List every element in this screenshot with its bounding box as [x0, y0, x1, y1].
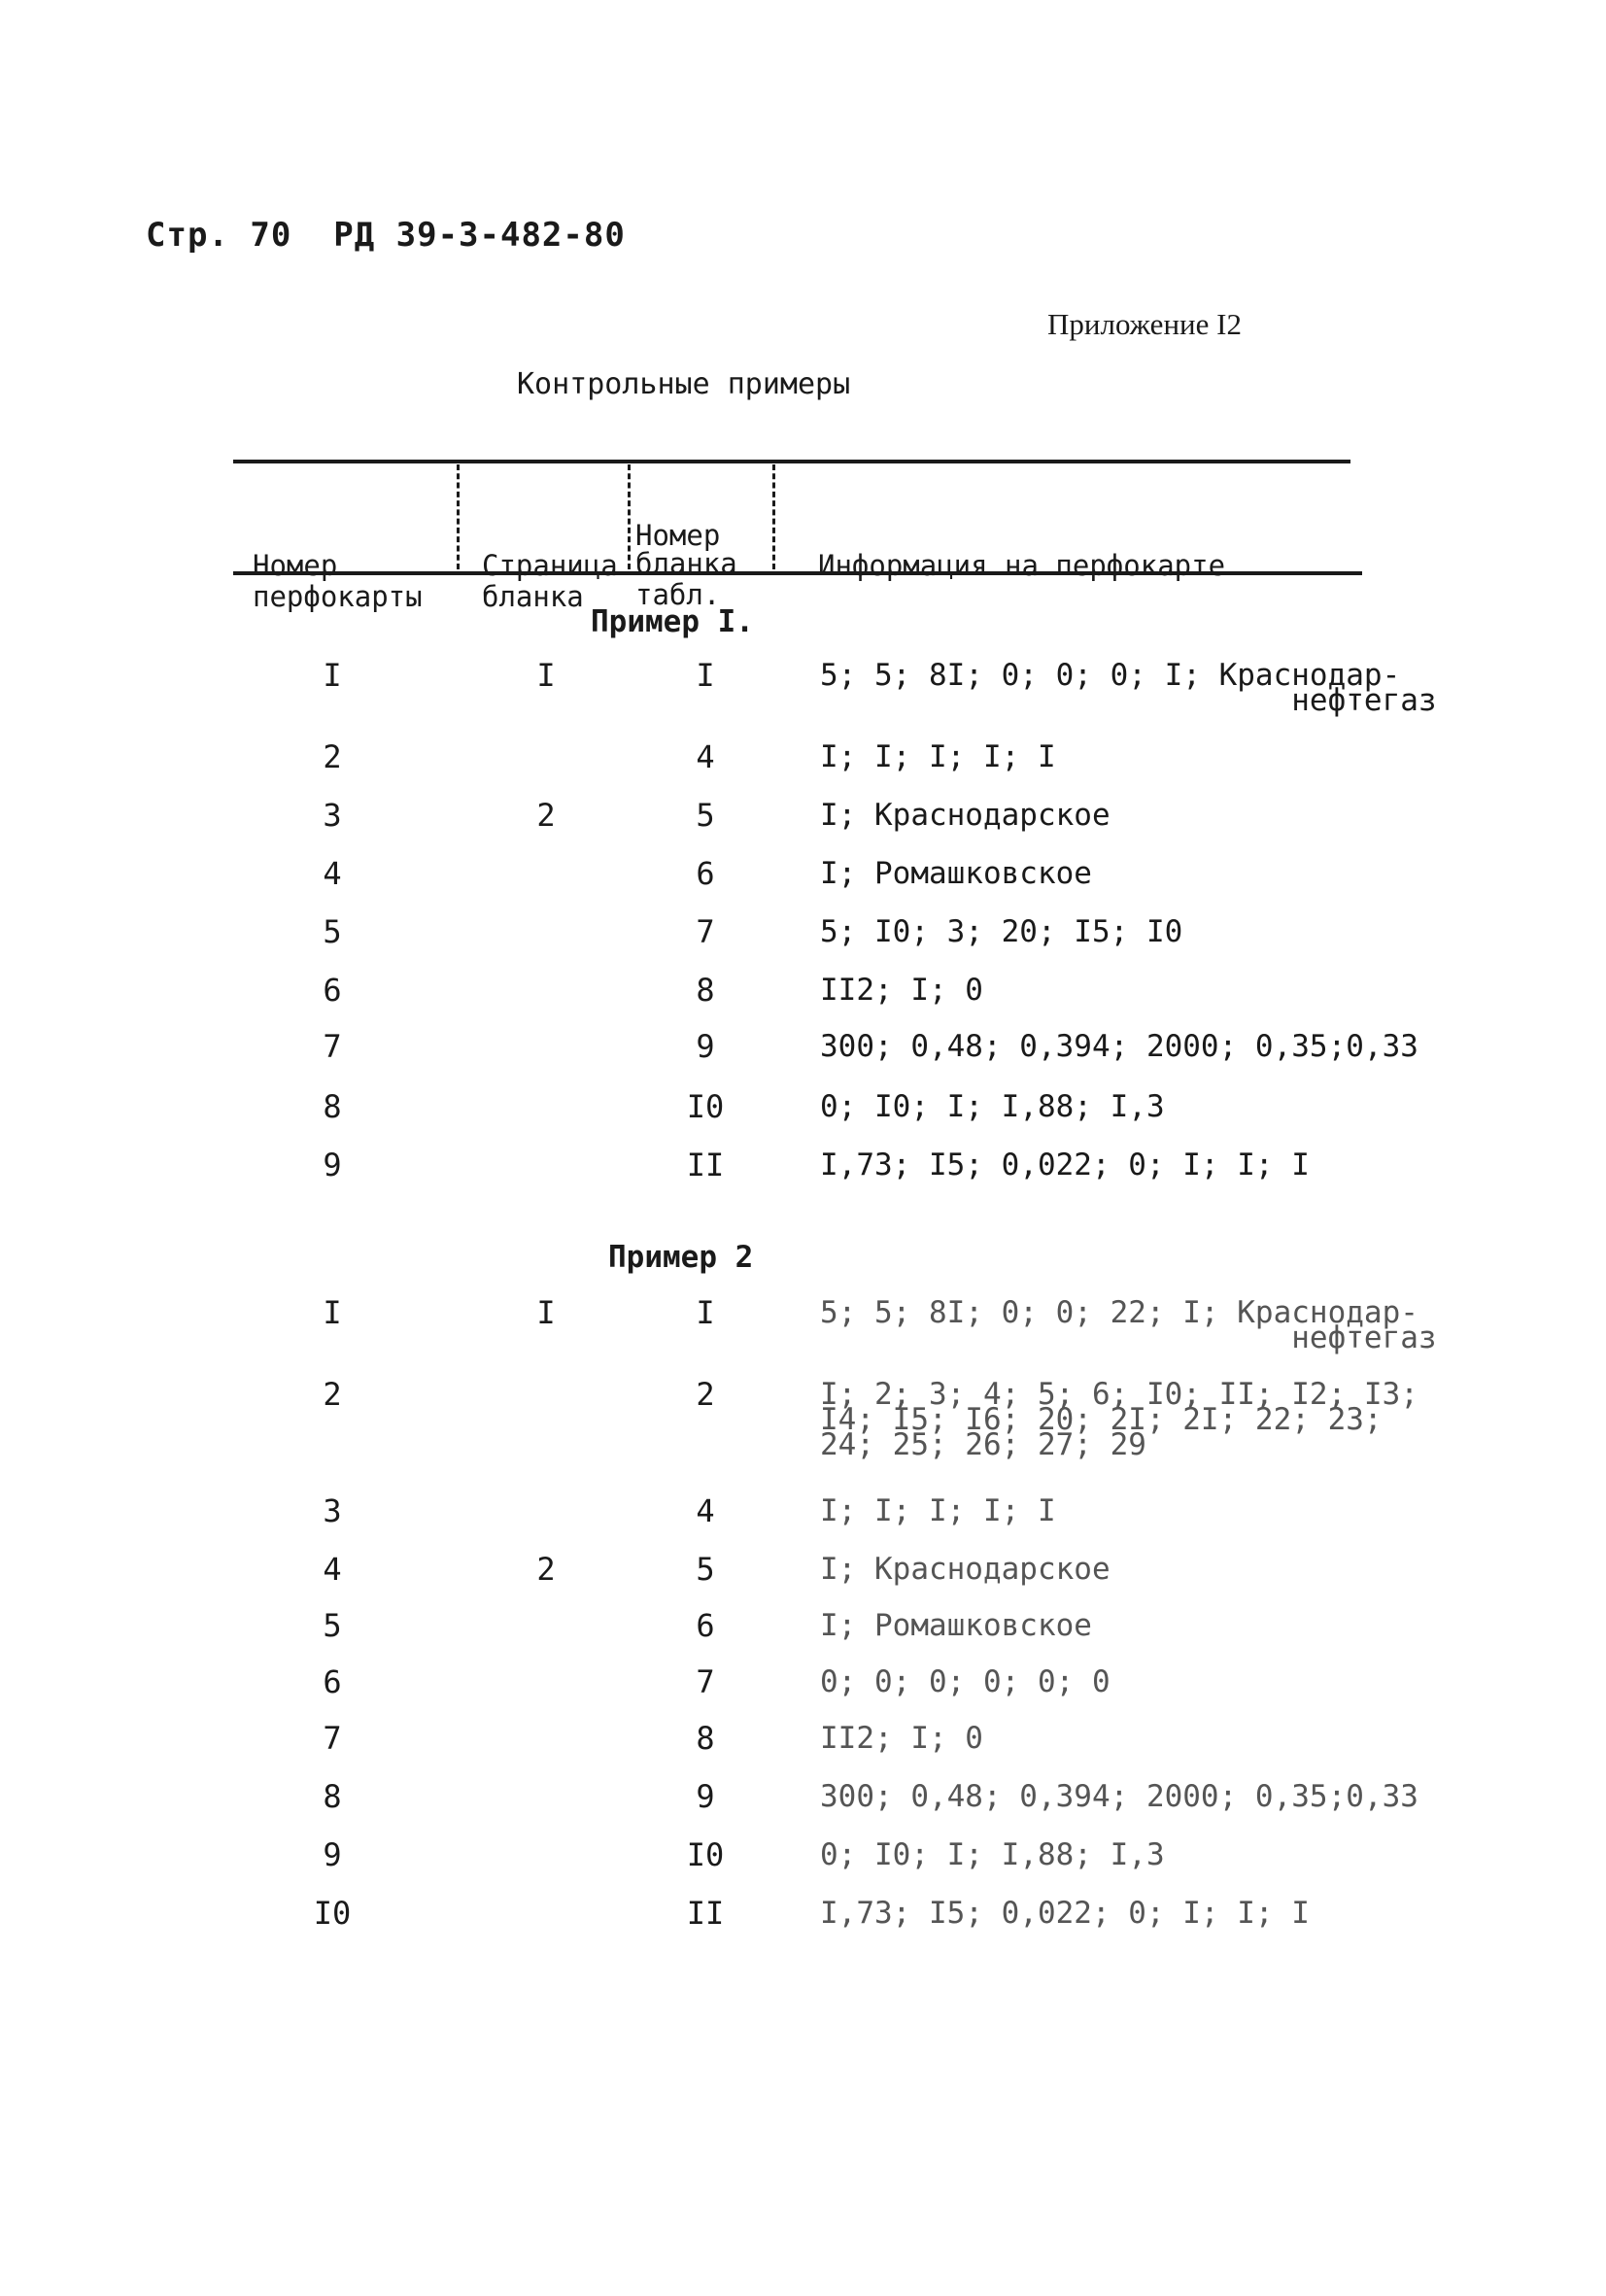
- card-info: 0; I0; I; I,88; I,3: [820, 1837, 1165, 1872]
- card-info: I; Краснодарское: [820, 1552, 1111, 1587]
- header-table-number: Номер бланка табл.: [635, 519, 737, 611]
- column-separator: [457, 464, 460, 569]
- table-number: 6: [696, 855, 715, 892]
- card-number: 7: [323, 1720, 342, 1757]
- table-row: [0, 1492, 1606, 1553]
- table-row: [0, 1088, 1606, 1148]
- form-page: 2: [536, 1551, 556, 1588]
- table-row: [0, 1836, 1606, 1897]
- table-row: [0, 1028, 1606, 1088]
- card-info: 5; I0; 3; 20; I5; I0: [820, 914, 1183, 949]
- page-title: Контрольные примеры: [517, 367, 851, 401]
- table-row: [0, 1607, 1606, 1667]
- card-number: I0: [313, 1895, 352, 1932]
- card-number: 8: [323, 1088, 342, 1125]
- card-number: 2: [323, 738, 342, 775]
- card-info: I; I; I; I; I: [820, 739, 1056, 774]
- card-info: 5; 5; 8I; 0; 0; 22; I; Краснодар- нефтегаз: [820, 1295, 1437, 1355]
- card-number: 4: [323, 1551, 342, 1588]
- card-info: I; I; I; I; I: [820, 1493, 1056, 1528]
- table-number: I: [696, 1294, 715, 1331]
- example-1-title: Пример I.: [591, 604, 754, 639]
- running-head: Стр. 70 РД 39-3-482-80: [146, 216, 626, 255]
- header-card-number: Номер перфокарты: [253, 549, 423, 613]
- table-number: 5: [696, 797, 715, 834]
- table-row: [0, 1551, 1606, 1611]
- card-number: 5: [323, 1607, 342, 1644]
- table-row: [0, 913, 1606, 974]
- table-number: 4: [696, 1492, 715, 1529]
- table-row: [0, 1663, 1606, 1724]
- table-number: 9: [696, 1778, 715, 1815]
- table-row: [0, 797, 1606, 857]
- table-number: 8: [696, 972, 715, 1009]
- table-row: [0, 1294, 1606, 1355]
- table-number: I0: [686, 1836, 725, 1873]
- card-info: I; Ромашковское: [820, 856, 1092, 891]
- example-2-title: Пример 2: [608, 1240, 754, 1275]
- table-number: 9: [696, 1028, 715, 1065]
- card-info: II2; I; 0: [820, 1721, 983, 1756]
- card-info: 0; I0; I; I,88; I,3: [820, 1089, 1165, 1124]
- table-number: II: [686, 1895, 725, 1932]
- card-info: 300; 0,48; 0,394; 2000; 0,35;0,33: [820, 1029, 1418, 1064]
- card-number: I: [323, 1294, 342, 1331]
- card-number: 6: [323, 1663, 342, 1700]
- table-row: [0, 1778, 1606, 1838]
- table-top-rule: [233, 460, 1350, 463]
- card-info: I; Краснодарское: [820, 798, 1111, 833]
- card-info: I; 2; 3; 4; 5; 6; I0; II; I2; I3; I4; I5; I6; 20; 2I; 2I; 22; 23; 24; 25; 26; 27; 29: [820, 1377, 1418, 1462]
- table-row: [0, 738, 1606, 799]
- table-row: [0, 855, 1606, 915]
- column-separator: [772, 464, 775, 569]
- table-number: 8: [696, 1720, 715, 1757]
- table-row: [0, 1147, 1606, 1207]
- table-row: [0, 1720, 1606, 1780]
- card-info: I,73; I5; 0,022; 0; I; I; I: [820, 1896, 1310, 1931]
- table-number: 5: [696, 1551, 715, 1588]
- card-number: 3: [323, 797, 342, 834]
- card-info: I,73; I5; 0,022; 0; I; I; I: [820, 1148, 1310, 1182]
- form-page: I: [536, 1294, 556, 1331]
- card-number: 8: [323, 1778, 342, 1815]
- table-number: 7: [696, 1663, 715, 1700]
- card-info: I; Ромашковское: [820, 1608, 1092, 1643]
- card-number: I: [323, 657, 342, 694]
- card-number: 6: [323, 972, 342, 1009]
- card-info: 300; 0,48; 0,394; 2000; 0,35;0,33: [820, 1779, 1418, 1814]
- card-info: 5; 5; 8I; 0; 0; 0; I; Краснодар- нефтегаз: [820, 658, 1437, 718]
- form-page: I: [536, 657, 556, 694]
- header-card-info: Информация на перфокарте: [818, 549, 1226, 582]
- table-number: I: [696, 657, 715, 694]
- table-number: 4: [696, 738, 715, 775]
- column-separator: [628, 464, 631, 569]
- card-number: 2: [323, 1376, 342, 1413]
- card-number: 3: [323, 1492, 342, 1529]
- header-form-page: Страница бланка: [482, 549, 618, 613]
- card-number: 5: [323, 913, 342, 950]
- table-row: [0, 1376, 1606, 1462]
- table-number: 7: [696, 913, 715, 950]
- table-row: [0, 657, 1606, 718]
- table-number: 6: [696, 1607, 715, 1644]
- table-row: [0, 972, 1606, 1032]
- appendix-label: Приложение I2: [1047, 307, 1242, 341]
- table-row: [0, 1895, 1606, 1955]
- card-info: 0; 0; 0; 0; 0; 0: [820, 1664, 1111, 1699]
- card-number: 7: [323, 1028, 342, 1065]
- table-number: 2: [696, 1376, 715, 1413]
- table-number: II: [686, 1147, 725, 1183]
- card-number: 4: [323, 855, 342, 892]
- card-number: 9: [323, 1147, 342, 1183]
- table-number: I0: [686, 1088, 725, 1125]
- card-info: II2; I; 0: [820, 973, 983, 1008]
- form-page: 2: [536, 797, 556, 834]
- card-number: 9: [323, 1836, 342, 1873]
